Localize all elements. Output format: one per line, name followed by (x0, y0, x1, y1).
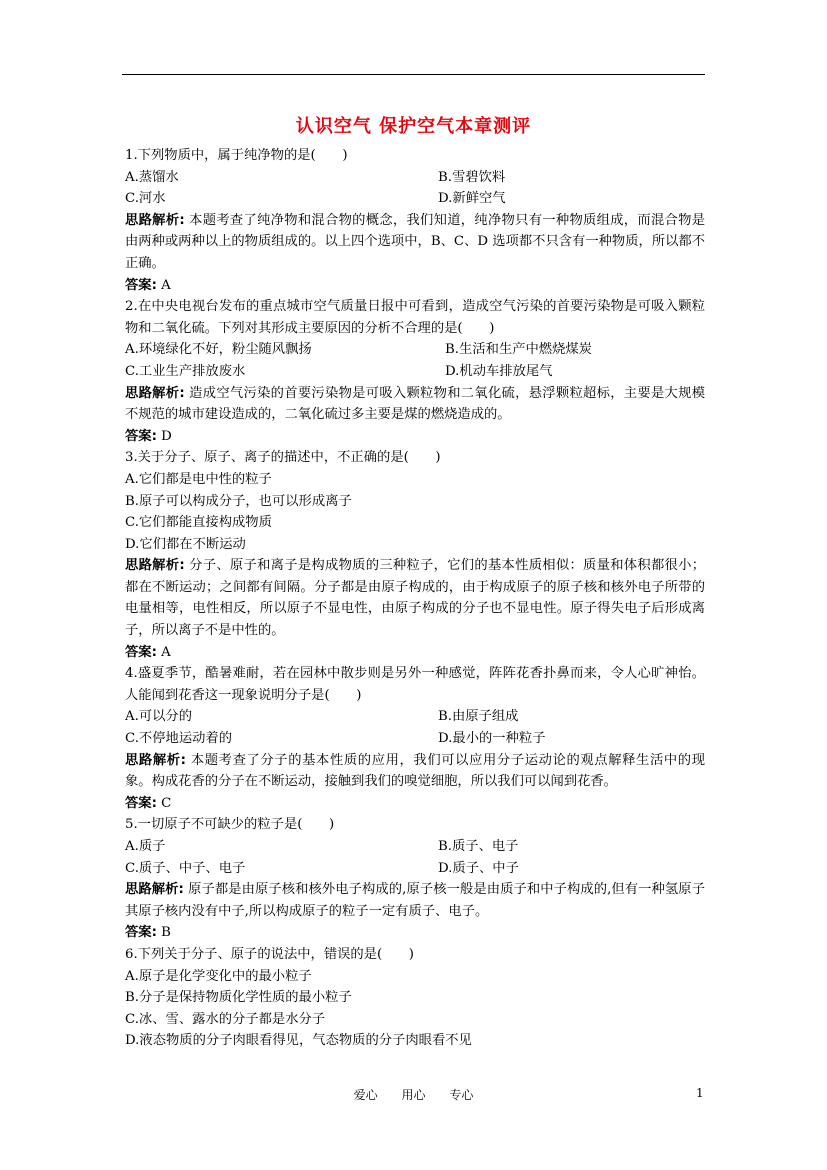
option-c: C.冰、雪、露水的分子都是水分子 (125, 1011, 326, 1027)
option-row (125, 706, 705, 728)
analysis-label: 思路解析: (125, 212, 185, 228)
analysis-label: 思路解析: (125, 882, 184, 898)
option-a: A.可以分的 (125, 709, 193, 725)
question-2 (125, 296, 705, 447)
document-title: 认识空气 保护空气本章测评 (295, 116, 532, 137)
option-b: B.雪碧饮料 (438, 169, 506, 185)
page-number: 1 (696, 1086, 704, 1100)
analysis-label: 思路解析: (125, 752, 186, 768)
document-body (125, 145, 705, 1052)
analysis-text: 造成空气污染的首要污染物是可吸入颗粒物和二氧化硫，悬浮颗粒超标，主要是大规模不规范的城市建设造成的，二氧化硫过多主要是煤的燃烧造成的。 (125, 385, 705, 423)
question-6 (125, 944, 705, 1052)
answer-label: 答案: (125, 925, 157, 941)
analysis (125, 879, 705, 922)
question-5 (125, 814, 705, 944)
option-b: B.质子、电子 (438, 839, 519, 854)
question-stem: 4.盛夏季节，酷暑难耐，若在园林中散步则是另外一种感觉，阵阵花香扑鼻而来，令人心旷神怡。人能闻到花香这一现象说明分子是( ) (125, 666, 705, 703)
answer-value: B (156, 925, 171, 941)
answer (125, 922, 705, 944)
analysis (125, 750, 705, 793)
footer-item: 用心 (401, 1088, 426, 1102)
option-c: C.工业生产排放废水 (125, 363, 246, 379)
analysis-text: 本题考查了纯净物和混合物的概念，我们知道，纯净物只有一种物质组成，而混合物是由两种或两种以上的物质组成的。以上四个选项中，B、C、D 选项都不只含有一种物质，所以都不正确。 (125, 212, 706, 271)
question-1 (125, 145, 705, 296)
question-3 (125, 447, 705, 663)
option-b: B.原子可以构成分子，也可以形成离子 (125, 493, 352, 509)
answer (125, 793, 705, 815)
option-b: B.由原子组成 (438, 709, 519, 725)
option-row (125, 188, 705, 210)
answer-label: 答案: (125, 277, 157, 293)
option-c: C.它们都能直接构成物质 (125, 515, 272, 531)
analysis-text: 本题考查了分子的基本性质的应用，我们可以应用分子运动论的观点解释生活中的现象。构成花香的分子在不断运动，接触到我们的嗅觉细胞，所以我们可以闻到花香。 (125, 752, 705, 790)
answer-value: C (156, 795, 172, 811)
option-d: D.新鲜空气 (438, 191, 506, 207)
option-row (125, 728, 705, 750)
analysis-text: 原子都是由原子核和核外电子构成的,原子核一般是由质子和中子构成的,但有一种氢原子其原子核内没有中子,所以构成原子的粒子一定有质子、电子。 (125, 882, 705, 919)
option-c: C.不停地运动着的 (125, 731, 233, 747)
answer-label: 答案: (125, 795, 157, 811)
analysis-text: 分子、原子和离子是构成物质的三种粒子，它们的基本性质相似：质量和体积都很小；都在不断运动；之间都有间隔。分子都是由原子构成的，由于构成原子的原子核和核外电子所带的电量相等，电性相反，所以原子不显电性，由原子构成的分子也不显电性。原子得失电子后形成离子，所以离子不是中性的。 (125, 558, 705, 639)
option-row (125, 836, 705, 858)
option-c: C.河水 (125, 191, 166, 207)
footer-item: 专心 (449, 1088, 474, 1102)
question-stem: 3.关于分子、原子、离子的描述中，不正确的是( ) (125, 450, 441, 466)
analysis (125, 210, 705, 275)
option-a: A.质子 (125, 839, 166, 854)
answer-value: A (156, 644, 171, 660)
analysis (125, 555, 705, 641)
question-stem: 1.下列物质中，属于纯净物的是( ) (125, 148, 348, 163)
question-stem: 2.在中央电视台发布的重点城市空气质量日报中可看到，造成空气污染的首要污染物是可吸入颗粒物和二氧化硫。下列对其形成主要原因的分析不合理的是( ) (125, 299, 705, 336)
answer-label: 答案: (125, 428, 157, 444)
option-row (125, 361, 705, 383)
option-d: D.液态物质的分子肉眼看得见，气态物质的分子肉眼看不见 (125, 1033, 472, 1049)
answer-label: 答案: (125, 644, 157, 660)
analysis-label: 思路解析: (125, 385, 185, 401)
header-rule (122, 74, 705, 75)
answer-value: D (156, 428, 172, 444)
answer-value: A (156, 277, 171, 293)
analysis (125, 383, 705, 426)
option-a: A.它们都是电中性的粒子 (125, 471, 272, 487)
answer (125, 426, 705, 448)
answer (125, 642, 705, 664)
option-b: B.生活和生产中燃烧煤炭 (445, 342, 592, 358)
option-row (125, 167, 705, 189)
analysis-label: 思路解析: (125, 558, 185, 574)
footer-item: 爱心 (353, 1088, 378, 1102)
option-d: D.它们都在不断运动 (125, 536, 246, 552)
option-a: A.原子是化学变化中的最小粒子 (125, 968, 312, 984)
answer (125, 275, 705, 297)
question-stem: 6.下列关于分子、原子的说法中，错误的是( ) (125, 946, 414, 962)
option-row (125, 858, 705, 880)
question-4 (125, 663, 705, 814)
option-a: A.蒸馏水 (125, 169, 179, 185)
option-b: B.分子是保持物质化学性质的最小粒子 (125, 990, 352, 1006)
question-stem: 5.一切原子不可缺少的粒子是( ) (125, 817, 335, 833)
option-row (125, 339, 705, 361)
option-a: A.环境绿化不好，粉尘随风飘扬 (125, 342, 312, 358)
option-d: D.质子、中子 (438, 860, 519, 876)
option-c: C.质子、中子、电子 (125, 860, 246, 876)
option-d: D.最小的一种粒子 (438, 731, 546, 747)
option-d: D.机动车排放尾气 (445, 363, 553, 379)
